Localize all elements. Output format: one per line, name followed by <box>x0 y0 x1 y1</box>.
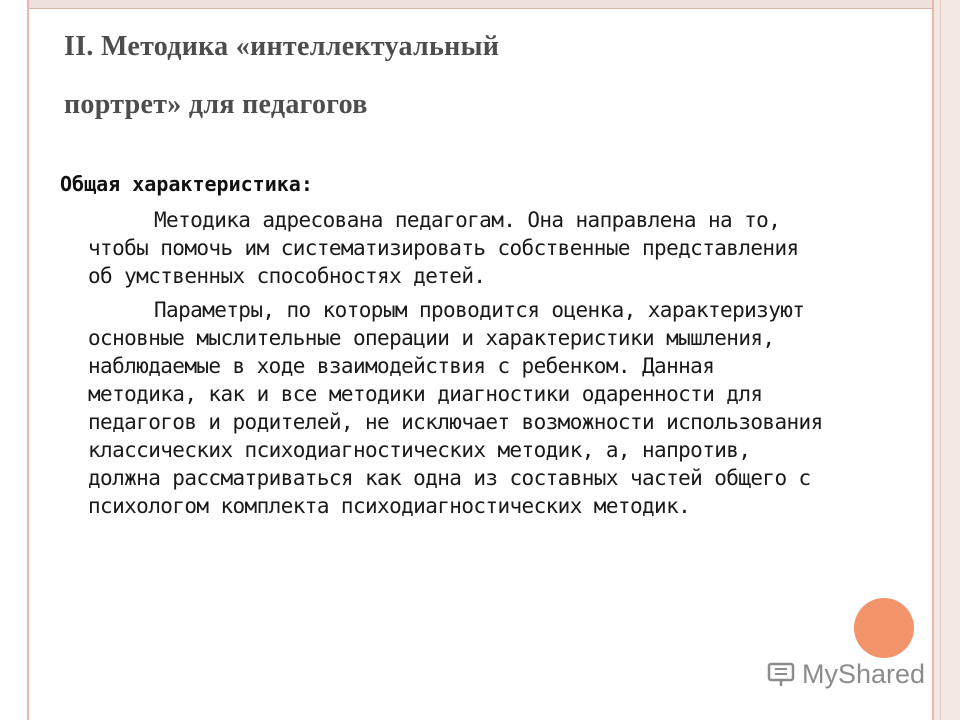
myshared-watermark <box>766 656 925 692</box>
watermark-text: MyShared <box>802 658 926 689</box>
presentation-board-icon <box>766 659 796 689</box>
frame-top-band <box>27 0 933 9</box>
title-line-1: II. Методика «интеллектуальный <box>64 31 500 62</box>
frame-right-band <box>932 0 960 720</box>
decorative-circle <box>854 598 914 658</box>
frame-left-line <box>27 0 29 720</box>
title-line-2: портрет» для педагогов <box>64 89 368 120</box>
slide-body <box>88 206 828 526</box>
paragraph-1: Методика адресована педагогам. Она направлена на то, чтобы помочь им систематизировать собственные представления об умственных способностях детей. <box>88 208 799 288</box>
slide-title <box>64 18 864 134</box>
paragraph-2: Параметры, по которым проводится оценка, характеризуют основные мыслительные операции и характеристики мышления, наблюдаемые в ходе взаимодействия с ребенком. Данная методика, как и все методики диагностики одаренности для педагогов и родителей, не исключает возможности использования классических психодиагностических методик, а, напротив, должна рассматриваться как одна из составных частей общего с психологом комплекта психодиагностических методик. <box>88 298 823 518</box>
section-heading: Общая характеристика: <box>60 172 313 196</box>
